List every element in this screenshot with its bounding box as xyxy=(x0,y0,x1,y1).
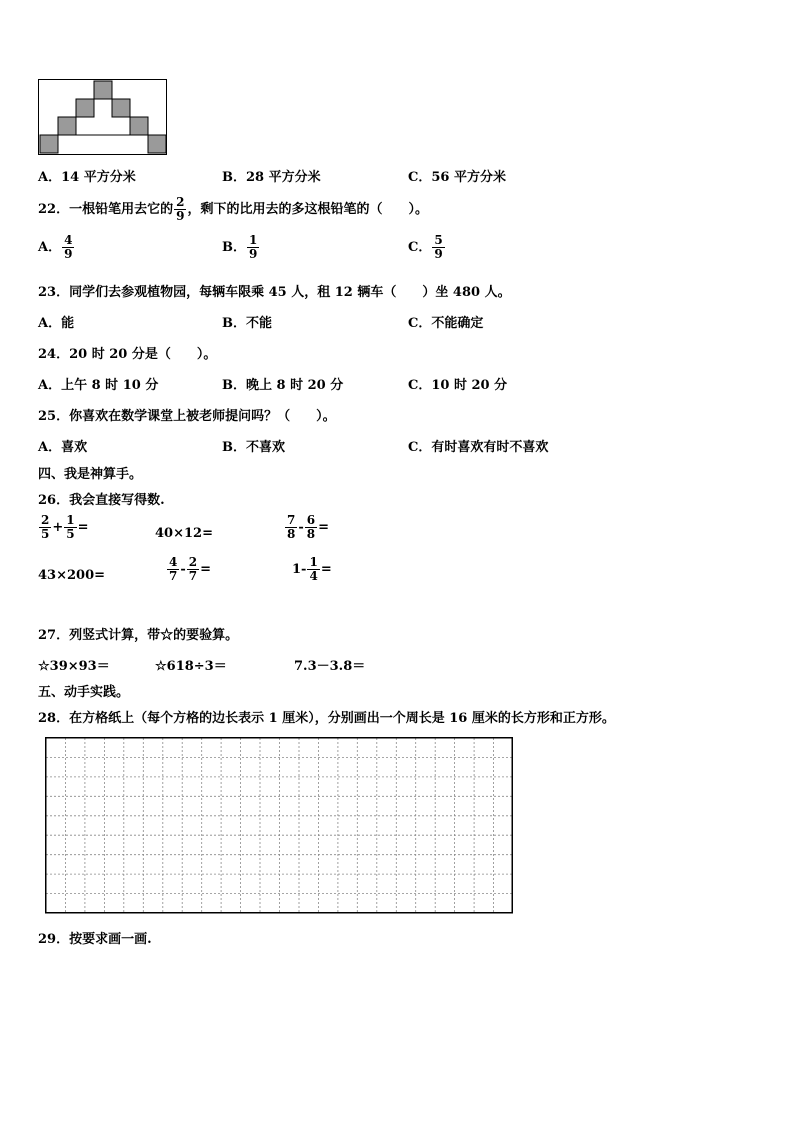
q24-question: 24．20 时 20 分是（ ）。 xyxy=(38,347,217,362)
q24-option-c: C．10 时 20 分 xyxy=(408,378,508,393)
q23-option-a: A．能 xyxy=(38,316,75,331)
section-5-heading: 五、动手实践。 xyxy=(38,685,130,700)
q26-expr-3: $\frac{7}{8}$ - $\frac{6}{8}$ = xyxy=(287,513,330,541)
gray-square xyxy=(58,117,76,135)
q24-option-a: A．上午 8 时 10 分 xyxy=(38,378,159,393)
gray-square xyxy=(148,135,166,153)
q23-option-b: B．不能 xyxy=(222,316,272,331)
q26-expr-1: $\frac{2}{5}$ + $\frac{1}{5}$ = xyxy=(41,513,89,541)
q21-option-b: B．28 平方分米 xyxy=(222,170,321,185)
q27-item-1: ☆39×93＝ xyxy=(38,659,110,674)
gray-square xyxy=(94,81,112,99)
fraction: $\frac{2}{9}$ xyxy=(176,195,185,223)
gray-square xyxy=(40,135,58,153)
q27-item-2: ☆618÷3＝ xyxy=(155,659,227,674)
q23-option-c: C．不能确定 xyxy=(408,316,484,331)
q25-question: 25．你喜欢在数学课堂上被老师提问吗？（ ）。 xyxy=(38,409,336,424)
gray-square xyxy=(112,99,130,117)
q21-option-a: A．14 平方分米 xyxy=(38,170,136,185)
q28-question: 28．在方格纸上（每个方格的边长表示 1 厘米），分别画出一个周长是 16 厘米的长方形和正方形。 xyxy=(38,711,615,726)
q22-option-c: C． $\frac{5}{9}$ xyxy=(408,233,443,261)
q21-option-c: C．56 平方分米 xyxy=(408,170,506,185)
fraction: $\frac{1}{9}$ xyxy=(249,233,258,261)
q25-option-b: B．不喜欢 xyxy=(222,440,285,455)
q26-expr-2: 40×12= xyxy=(155,526,213,541)
q22-option-a: A． $\frac{4}{9}$ xyxy=(38,233,73,261)
q26-expr-6: 1- $\frac{1}{4}$ = xyxy=(292,555,332,583)
q25-option-c: C．有时喜欢有时不喜欢 xyxy=(408,440,549,455)
q26-question: 26．我会直接写得数. xyxy=(38,493,165,508)
grid-paper[interactable] xyxy=(45,737,514,915)
q23-question: 23．同学们去参观植物园，每辆车限乘 45 人，租 12 辆车（ ）坐 480 人。 xyxy=(38,285,511,300)
gray-square xyxy=(76,99,94,117)
q25-option-a: A．喜欢 xyxy=(38,440,88,455)
fraction: $\frac{4}{9}$ xyxy=(64,233,73,261)
fraction: $\frac{5}{9}$ xyxy=(434,233,443,261)
q29-question: 29．按要求画一画. xyxy=(38,932,152,947)
q22-question: 22．一根铅笔用去它的 $\frac{2}{9}$ ，剩下的比用去的多这根铅笔的（ ）。 xyxy=(38,195,428,223)
section-4-heading: 四、我是神算手。 xyxy=(38,467,143,482)
q26-expr-5: $\frac{4}{7}$ - $\frac{2}{7}$ = xyxy=(169,555,212,583)
q27-item-3: 7.3－3.8＝ xyxy=(294,659,366,674)
q22-option-b: B． $\frac{1}{9}$ xyxy=(222,233,258,261)
gray-square xyxy=(130,117,148,135)
q26-expr-4: 43×200= xyxy=(38,568,106,583)
q24-option-b: B．晚上 8 时 20 分 xyxy=(222,378,344,393)
q27-question: 27．列竖式计算，带☆的要验算。 xyxy=(38,628,239,643)
staircase-figure xyxy=(38,79,168,155)
